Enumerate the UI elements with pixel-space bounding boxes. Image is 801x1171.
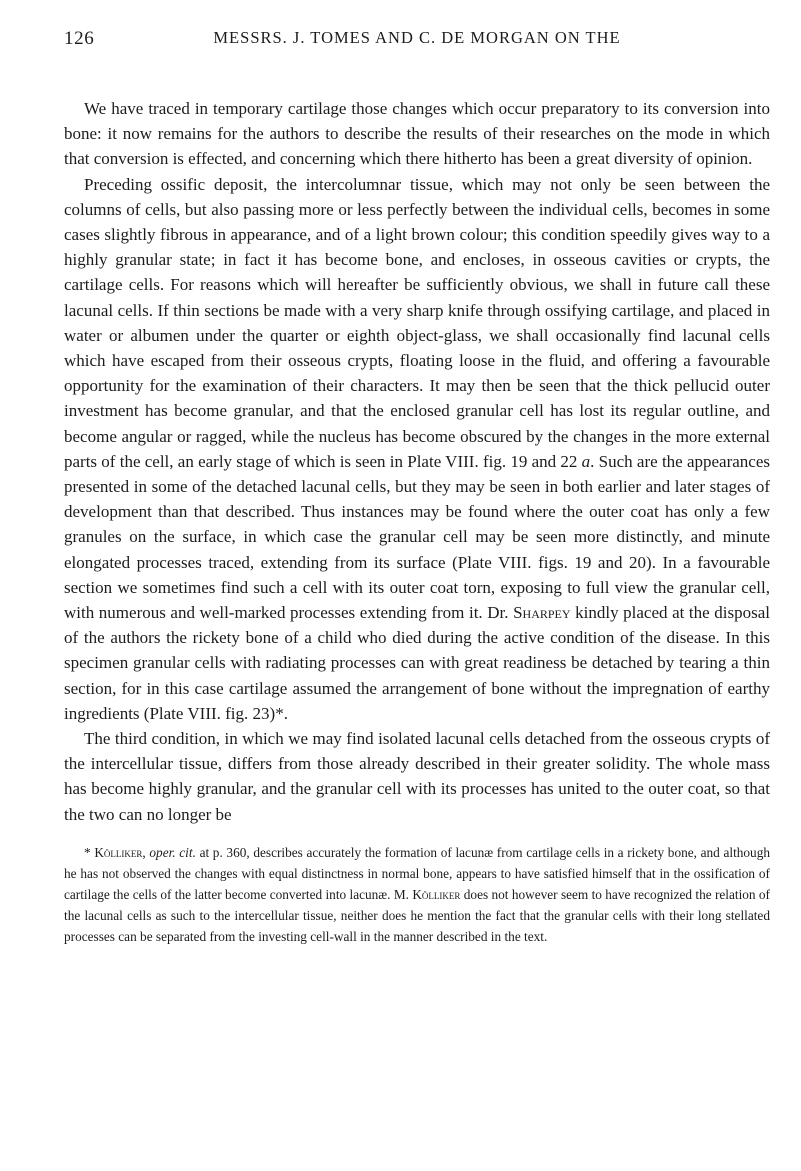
- paragraph-2-text-c: kindly placed at the disposal of the authors the rickety bone of a child who died during the active condition of the disease. In this specimen granular cells with radiating processes can with great readiness be detached by tearing a thin section, for in this case cartilage assumed the arrangement of bone without the impregnation of earthy ingredients (Plate VIII. fig. 23)*.: [64, 603, 770, 723]
- page-number: 126: [64, 28, 95, 49]
- body-text: [64, 96, 770, 827]
- name-sharpey: Sharpey: [513, 603, 571, 623]
- footnote: * Kölliker, oper. cit. at p. 360, describes accurately the formation of lacunæ from cartilage cells in a rickety bone, and although he has not observed the changes with equal distinctness in normal bone, appears to have satisfied himself that in the ossification of cartilage the cells of the latter become converted into lacunæ. M. Kölliker does not however seem to have recognized the relation of the lacunal cells as such to the intercellular tissue, neither does he mention the fact that the granular cells with their long stellated processes can be separated from the investing cell-wall in the manner described in the text.: [64, 844, 770, 944]
- footnote-author: Kölliker: [94, 844, 143, 860]
- footnote-marker: *: [84, 844, 91, 860]
- paragraph-3-text: The third condition, in which we may find isolated lacunal cells detached from the osseous crypts of the intercellular tissue, differs from those already described in their greater solidity. The whole mass has become highly granular, and the granular cell with its processes has united to the outer coat, so that the two can no longer be: [64, 729, 770, 824]
- footnote-text-a: at p. 360, describes accurately the formation of lacunæ from cartilage cells in a rickety bone, and although he has not observed the changes with equal distinctness in normal bone, appears to have satisfied himself that in the ossification of cartilage the cells of the latter become converted into lacunæ. M.: [64, 844, 770, 902]
- running-head: [64, 24, 770, 56]
- figure-letter: a: [581, 451, 591, 471]
- paragraph-1-text: We have traced in temporary cartilage those changes which occur preparatory to its conversion into bone: it now remains for the authors to describe the results of their researches on the mode in which that conversion is effected, and concerning which there hitherto has been a great diversity of opinion.: [64, 99, 770, 169]
- page: [64, 24, 770, 947]
- paragraph-2-text-b: . Such are the appearances presented in some of the detached lacunal cells, but they may be seen in both earlier and later stages of development than that described. Thus instances may be found where the outer coat has only a few granules on the surface, in which case the granular cell may be seen more distinctly, and minute elongated processes traced, extending from its surface (Plate VIII. figs. 19 and 20). In a favourable section we sometimes find such a cell with its outer coat torn, exposing to full view the granular cell, with numerous and well-marked processes extending from it. Dr.: [64, 451, 771, 623]
- paragraph-1: [64, 96, 770, 172]
- running-title: MESSRS. J. TOMES AND C. DE MORGAN ON THE: [213, 28, 621, 47]
- footnote-text-b: does not however seem to have recognized the relation of the lacunal cells as such to the intercellular tissue, neither does he mention the fact that the granular cells with their long stellated processes can be separated from the investing cell-wall in the manner described in the text.: [64, 886, 770, 944]
- paragraph-2: [64, 172, 770, 726]
- footnote-author-2: Kölliker: [412, 886, 461, 902]
- footnotes: [64, 842, 770, 947]
- paragraph-2-text-a: Preceding ossific deposit, the intercolumnar tissue, which may not only be seen between the columns of cells, but also passing more or less perfectly between the individual cells, becomes in some cases slightly fibrous in appearance, and of a light brown colour; this condition speedily gives way to a highly granular state; in fact it has become bone, and encloses, in osseous cavities or crypts, the cartilage cells. For reasons which will hereafter be sufficiently obvious, we shall in future call these lacunal cells. If thin sections be made with a very sharp knife through ossifying cartilage, and placed in water or albumen under the quarter or eighth object-glass, we shall occasionally find lacunal cells which have escaped from their osseous crypts, floating loose in the fluid, and offering a favourable opportunity for the examination of their characters. It may then be seen that the thick pellucid outer investment has become granular, and that the enclosed granular cell has lost its regular outline, and become angular or ragged, while the nucleus has become obscured by the changes in the more external parts of the cell, an early stage of which is seen in Plate VIII. fig. 19 and 22: [64, 174, 770, 471]
- footnote-citation: oper. cit.: [149, 844, 196, 860]
- paragraph-3: [64, 726, 770, 827]
